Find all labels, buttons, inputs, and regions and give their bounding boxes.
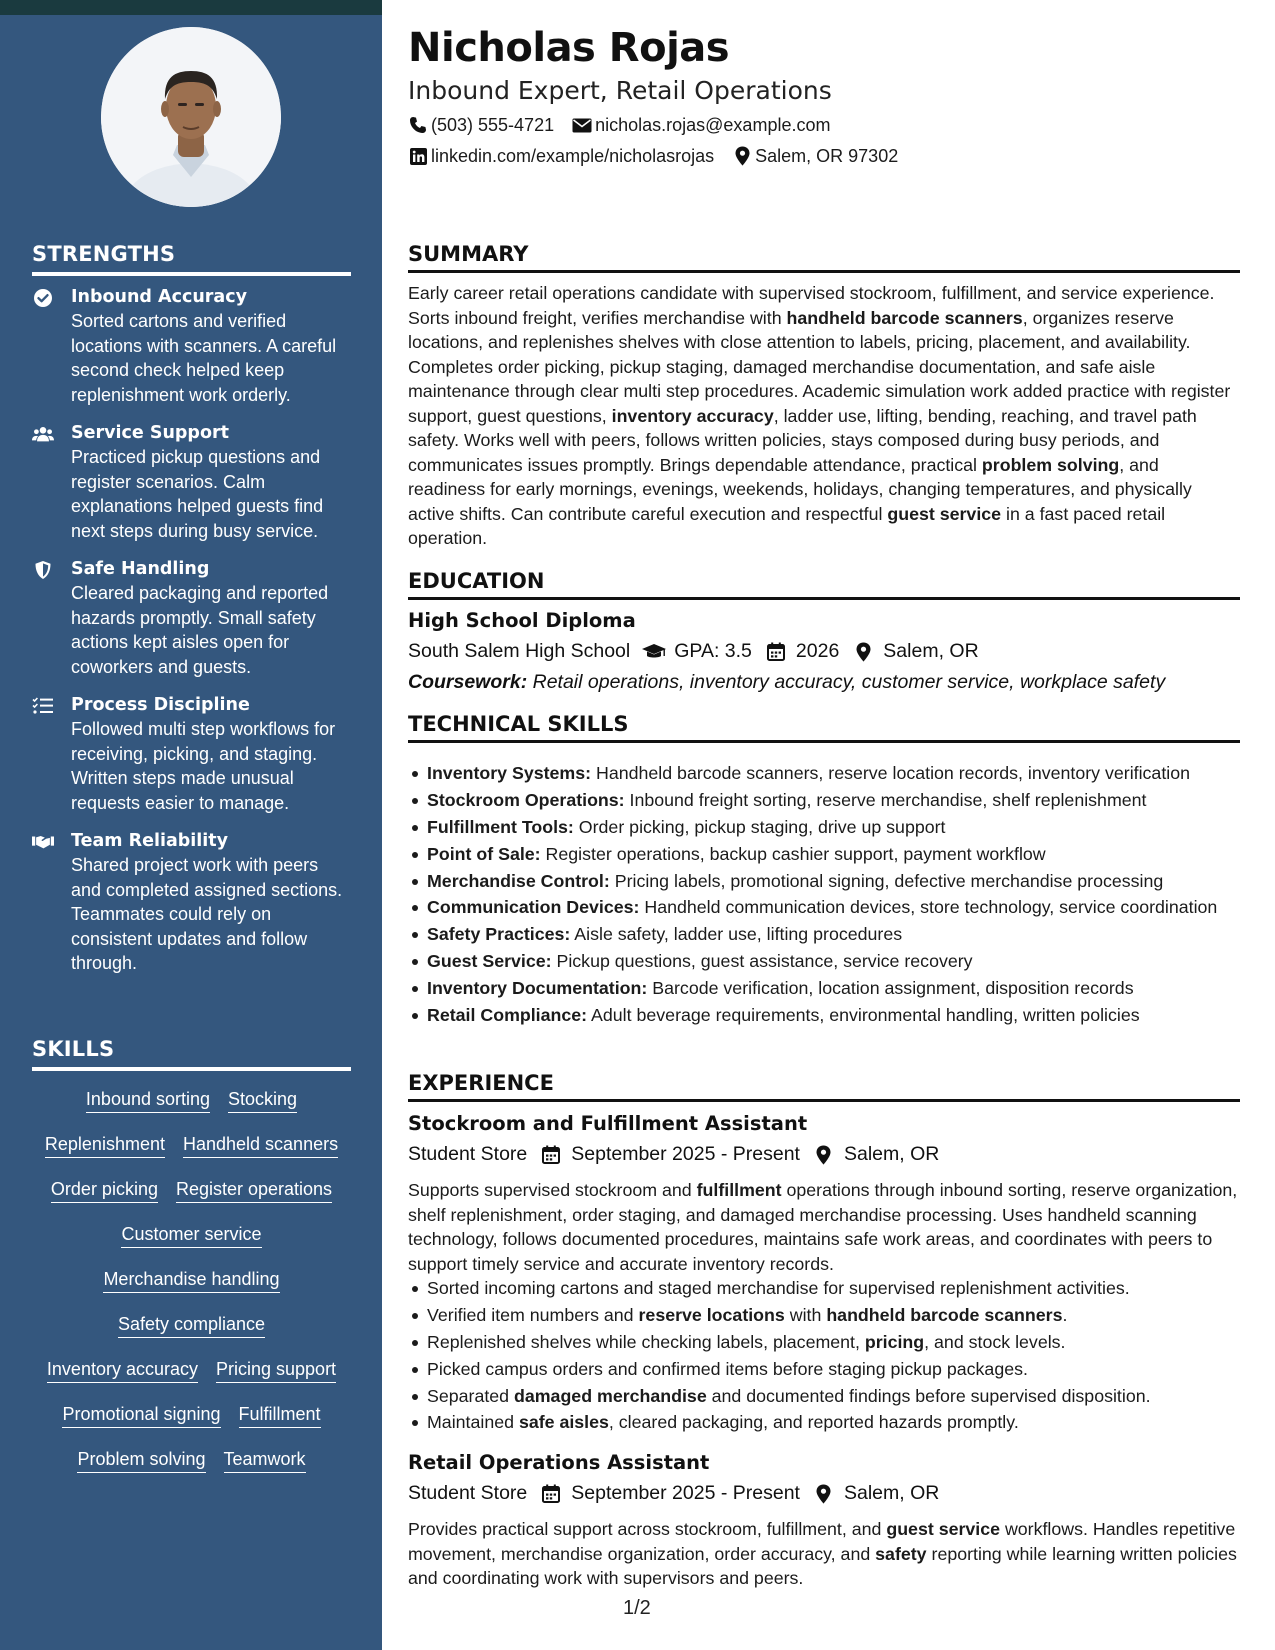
employer-name: Student Store [408,1143,528,1165]
list-item [408,1330,1240,1355]
skill-tag: Fulfillment [239,1403,321,1428]
strength-title: Process Discipline [71,695,250,715]
body-text: reporting while learning written policies and coordinating work with supervisors and peers. [408,1543,1237,1588]
skill-row [30,1358,353,1403]
list-item [408,1384,1240,1409]
skill-category-label: Point of Sale: [427,843,541,864]
strength-item [32,829,352,976]
body-text: , ladder use, lifting, bending, reaching, and travel path safety. Works well with peers, follows written policies, stays composed during busy periods, and communicates issues promptly. Brings dependable attendance, practical [408,405,1197,475]
phone-number: (503) 555-4721 [431,115,555,135]
emphasis-text: pricing [864,1331,925,1352]
strength-description: Sorted cartons and verified locations with scanners. A careful second check helped keep replenishment work orderly. [71,311,337,405]
body-text: Provides practical support across stockroom, fulfillment, and [408,1519,887,1539]
calendar-icon [764,641,788,663]
skill-tag: Order picking [51,1178,158,1203]
envelope-icon [572,115,592,135]
check-circle-icon [32,288,54,308]
skill-tag: Pricing support [216,1358,336,1383]
technical-skills-list [408,761,1240,1030]
skill-category-label: Communication Devices: [427,897,640,918]
page-number: 1/2 [623,1597,651,1619]
map-pin-icon [812,1483,836,1505]
strengths-heading: STRENGTHS [32,242,351,276]
body-text: , organizes reserve locations, and replenishes shelves with close attention to labels, pricing, placement, and availability. Completes order picking, pickup staging, damaged merchandise documentation, and safe aisle maintenance through clear multi step procedures. Academic simulation work added practice with register support, guest questions, [408,307,1231,426]
skill-category-text: Pricing labels, promotional signing, defective merchandise processing [609,870,1164,891]
email-address[interactable]: nicholas.rojas@example.com [595,115,831,135]
emphasis-text: handheld barcode scanners [786,307,1023,328]
body-text: in a fast paced retail operation. [408,503,1166,548]
body-text: , and readiness for early mornings, evenings, weekends, holidays, changing temperatures, and physically active shifts. Can contribute careful execution and respectful [408,454,1192,524]
skill-category-label: Guest Service: [427,951,552,972]
checklist-icon [32,696,54,716]
list-item [408,976,1240,1001]
emphasis-text: safe aisles [518,1412,609,1433]
strength-title: Safe Handling [71,559,210,579]
skill-category-text: Handheld communication devices, store technology, service coordination [639,897,1218,918]
strength-item [32,557,352,679]
body-text: and documented findings before supervised disposition. [706,1385,1151,1406]
list-item [408,895,1240,920]
strength-description: Shared project work with peers and completed assigned sections. Teammates could rely on consistent updates and follow through. [71,855,343,973]
body-text: , cleared packaging, and reported hazards promptly. [608,1412,1019,1433]
list-item [408,842,1240,867]
skill-category-label: Retail Compliance: [427,1005,588,1026]
list-item [408,869,1240,894]
emphasis-text: handheld barcode scanners [826,1304,1063,1325]
technical-skills-heading: TECHNICAL SKILLS [408,712,1240,743]
list-item [408,949,1240,974]
sidebar [0,0,382,1650]
strength-description: Practiced pickup questions and register scenarios. Calm explanations helped guests find next steps during busy service. [71,447,324,541]
job-location: Salem, OR [843,1482,940,1504]
degree-title: High School Diploma [408,609,636,632]
skill-category-text: Handheld barcode scanners, reserve location records, inventory verification [591,763,1190,783]
strength-description: Followed multi step workflows for receiving, picking, and staging. Written steps made unusual requests easier to manage. [71,719,336,813]
skill-row [30,1178,353,1223]
job-meta [408,1482,939,1505]
body-text: Maintained [427,1412,519,1433]
avatar [101,27,281,207]
skill-row [30,1088,353,1133]
school-location: Salem, OR [883,640,979,662]
employer-name: Student Store [408,1482,528,1504]
emphasis-text: fulfillment [696,1180,782,1200]
list-item [408,761,1240,786]
skill-tag: Customer service [121,1223,261,1248]
job-summary [408,1517,1240,1591]
skill-tag: Problem solving [77,1448,205,1473]
list-item [408,815,1240,840]
linkedin-contact[interactable] [408,144,714,168]
education-heading: EDUCATION [408,569,1240,600]
skill-tag: Register operations [176,1178,332,1203]
emphasis-text: guest service [886,1519,1000,1539]
body-text: Supports supervised stockroom and [408,1180,697,1200]
job-bullets [408,1276,1240,1437]
skill-category-label: Merchandise Control: [427,870,610,891]
skill-tag: Inbound sorting [86,1088,210,1113]
list-item [408,922,1240,947]
body-text: Picked campus orders and confirmed items before staging pickup packages. [427,1358,1028,1379]
job-title: Retail Operations Assistant [408,1451,710,1474]
emphasis-text: guest service [887,503,1002,524]
graduation-cap-icon [642,641,666,663]
users-icon [32,424,54,444]
body-text: workflows. Handles repetitive movement, merchandise organization, order accuracy, and [408,1519,1236,1564]
emphasis-text: reserve locations [638,1304,785,1325]
body-text: , and stock levels. [924,1331,1066,1352]
linkedin-icon [408,146,428,166]
strength-description: Cleared packaging and reported hazards promptly. Small safety actions kept aisles open for coworkers and guests. [71,583,329,677]
strength-title: Service Support [71,423,229,443]
contact-row [408,113,848,137]
emphasis-text: problem solving [981,454,1120,475]
skill-row [30,1403,353,1448]
strength-item [32,421,352,543]
location-contact [732,144,898,168]
list-item [408,1357,1240,1382]
emphasis-text: safety [875,1543,927,1564]
summary-heading: SUMMARY [408,242,1240,273]
skill-category-text: Pickup questions, guest assistance, service recovery [551,951,973,972]
coursework-list: Retail operations, inventory accuracy, customer service, workplace safety [527,671,1166,693]
job-meta [408,1143,939,1166]
coursework-label: Coursework: [408,671,528,693]
skill-tag: Replenishment [45,1133,165,1158]
strength-title: Inbound Accuracy [71,287,248,307]
strengths-list [32,285,352,990]
emphasis-text: damaged merchandise [514,1385,707,1406]
body-text: with [784,1304,827,1325]
candidate-name: Nicholas Rojas [408,25,730,71]
skill-category-text: Register operations, backup cashier support, payment workflow [540,843,1046,864]
strength-title: Team Reliability [71,831,229,851]
skill-category-label: Safety Practices: [427,924,571,945]
body-text: Sorted incoming cartons and staged merchandise for supervised replenishment activities. [427,1278,1130,1298]
skill-category-label: Stockroom Operations: [427,789,625,810]
job-dates: September 2025 - Present [571,1143,800,1165]
list-item [408,1276,1240,1301]
skills-heading: SKILLS [32,1037,351,1071]
handshake-icon [32,832,54,852]
skill-category-text: Inbound freight sorting, reserve merchandise, shelf replenishment [624,789,1147,810]
job-dates: September 2025 - Present [571,1482,800,1504]
body-text: Separated [427,1385,514,1406]
skill-tag: Safety compliance [118,1313,265,1338]
sidebar-top-band [0,0,382,15]
skill-tag: Teamwork [224,1448,306,1473]
skill-category-text: Barcode verification, location assignment, disposition records [647,978,1134,999]
school-name: South Salem High School [408,640,631,662]
skill-row [30,1313,353,1358]
list-item [408,1003,1240,1028]
skill-row [30,1268,353,1313]
body-text: Early career retail operations candidate with supervised stockroom, fulfillment, and service experience. Sorts inbound freight, verifies merchandise with [408,283,1215,328]
contact-row [408,144,916,168]
list-item [408,1303,1240,1328]
location-text: Salem, OR 97302 [755,146,899,166]
job-location: Salem, OR [843,1143,940,1165]
list-item [408,1410,1240,1435]
skill-tag: Promotional signing [62,1403,220,1428]
calendar-icon [539,1144,563,1166]
education-meta [408,640,979,663]
body-text: Replenished shelves while checking labels, placement, [427,1331,865,1352]
job-title: Stockroom and Fulfillment Assistant [408,1112,808,1135]
skill-category-text: Aisle safety, ladder use, lifting procedures [570,924,903,945]
skill-row [30,1448,353,1493]
map-pin-icon [732,146,752,166]
strength-item [32,693,352,815]
skill-tag: Stocking [228,1088,297,1113]
skill-category-label: Inventory Documentation: [427,978,648,999]
phone-icon [408,115,428,135]
list-item [408,788,1240,813]
job-summary [408,1178,1240,1276]
skill-row [30,1223,353,1268]
phone-contact [408,113,554,137]
email-contact[interactable] [572,113,830,137]
summary-text [408,281,1240,551]
linkedin-url[interactable]: linkedin.com/example/nicholasrojas [431,146,715,166]
body-text: . [1062,1304,1068,1325]
body-text: Verified item numbers and [427,1304,639,1325]
coursework-line [408,671,1165,694]
graduation-year: 2026 [795,640,840,662]
experience-heading: EXPERIENCE [408,1071,1240,1102]
map-pin-icon [812,1144,836,1166]
body-text: operations through inbound sorting, reserve organization, shelf replenishment, order staging, and damaged merchandise processing. Uses handheld scanning technology, follows documented procedures, maintains safe work areas, and coordinates with peers to support timely service and accurate inventory records. [408,1180,1238,1274]
skill-tag: Handheld scanners [183,1133,338,1158]
skill-tag: Inventory accuracy [47,1358,198,1383]
skill-category-text: Adult beverage requirements, environmental handling, written policies [587,1005,1140,1026]
calendar-icon [539,1483,563,1505]
gpa-value: GPA: 3.5 [674,640,752,662]
skill-category-label: Fulfillment Tools: [427,816,574,837]
emphasis-text: inventory accuracy [611,405,774,426]
skills-list [30,1088,353,1493]
shield-icon [32,560,54,580]
skill-row [30,1133,353,1178]
candidate-headline: Inbound Expert, Retail Operations [408,76,832,105]
skill-category-label: Inventory Systems: [427,763,592,783]
skill-tag: Merchandise handling [103,1268,279,1293]
skill-category-text: Order picking, pickup staging, drive up support [573,816,946,837]
strength-item [32,285,352,407]
map-pin-icon [851,641,875,663]
